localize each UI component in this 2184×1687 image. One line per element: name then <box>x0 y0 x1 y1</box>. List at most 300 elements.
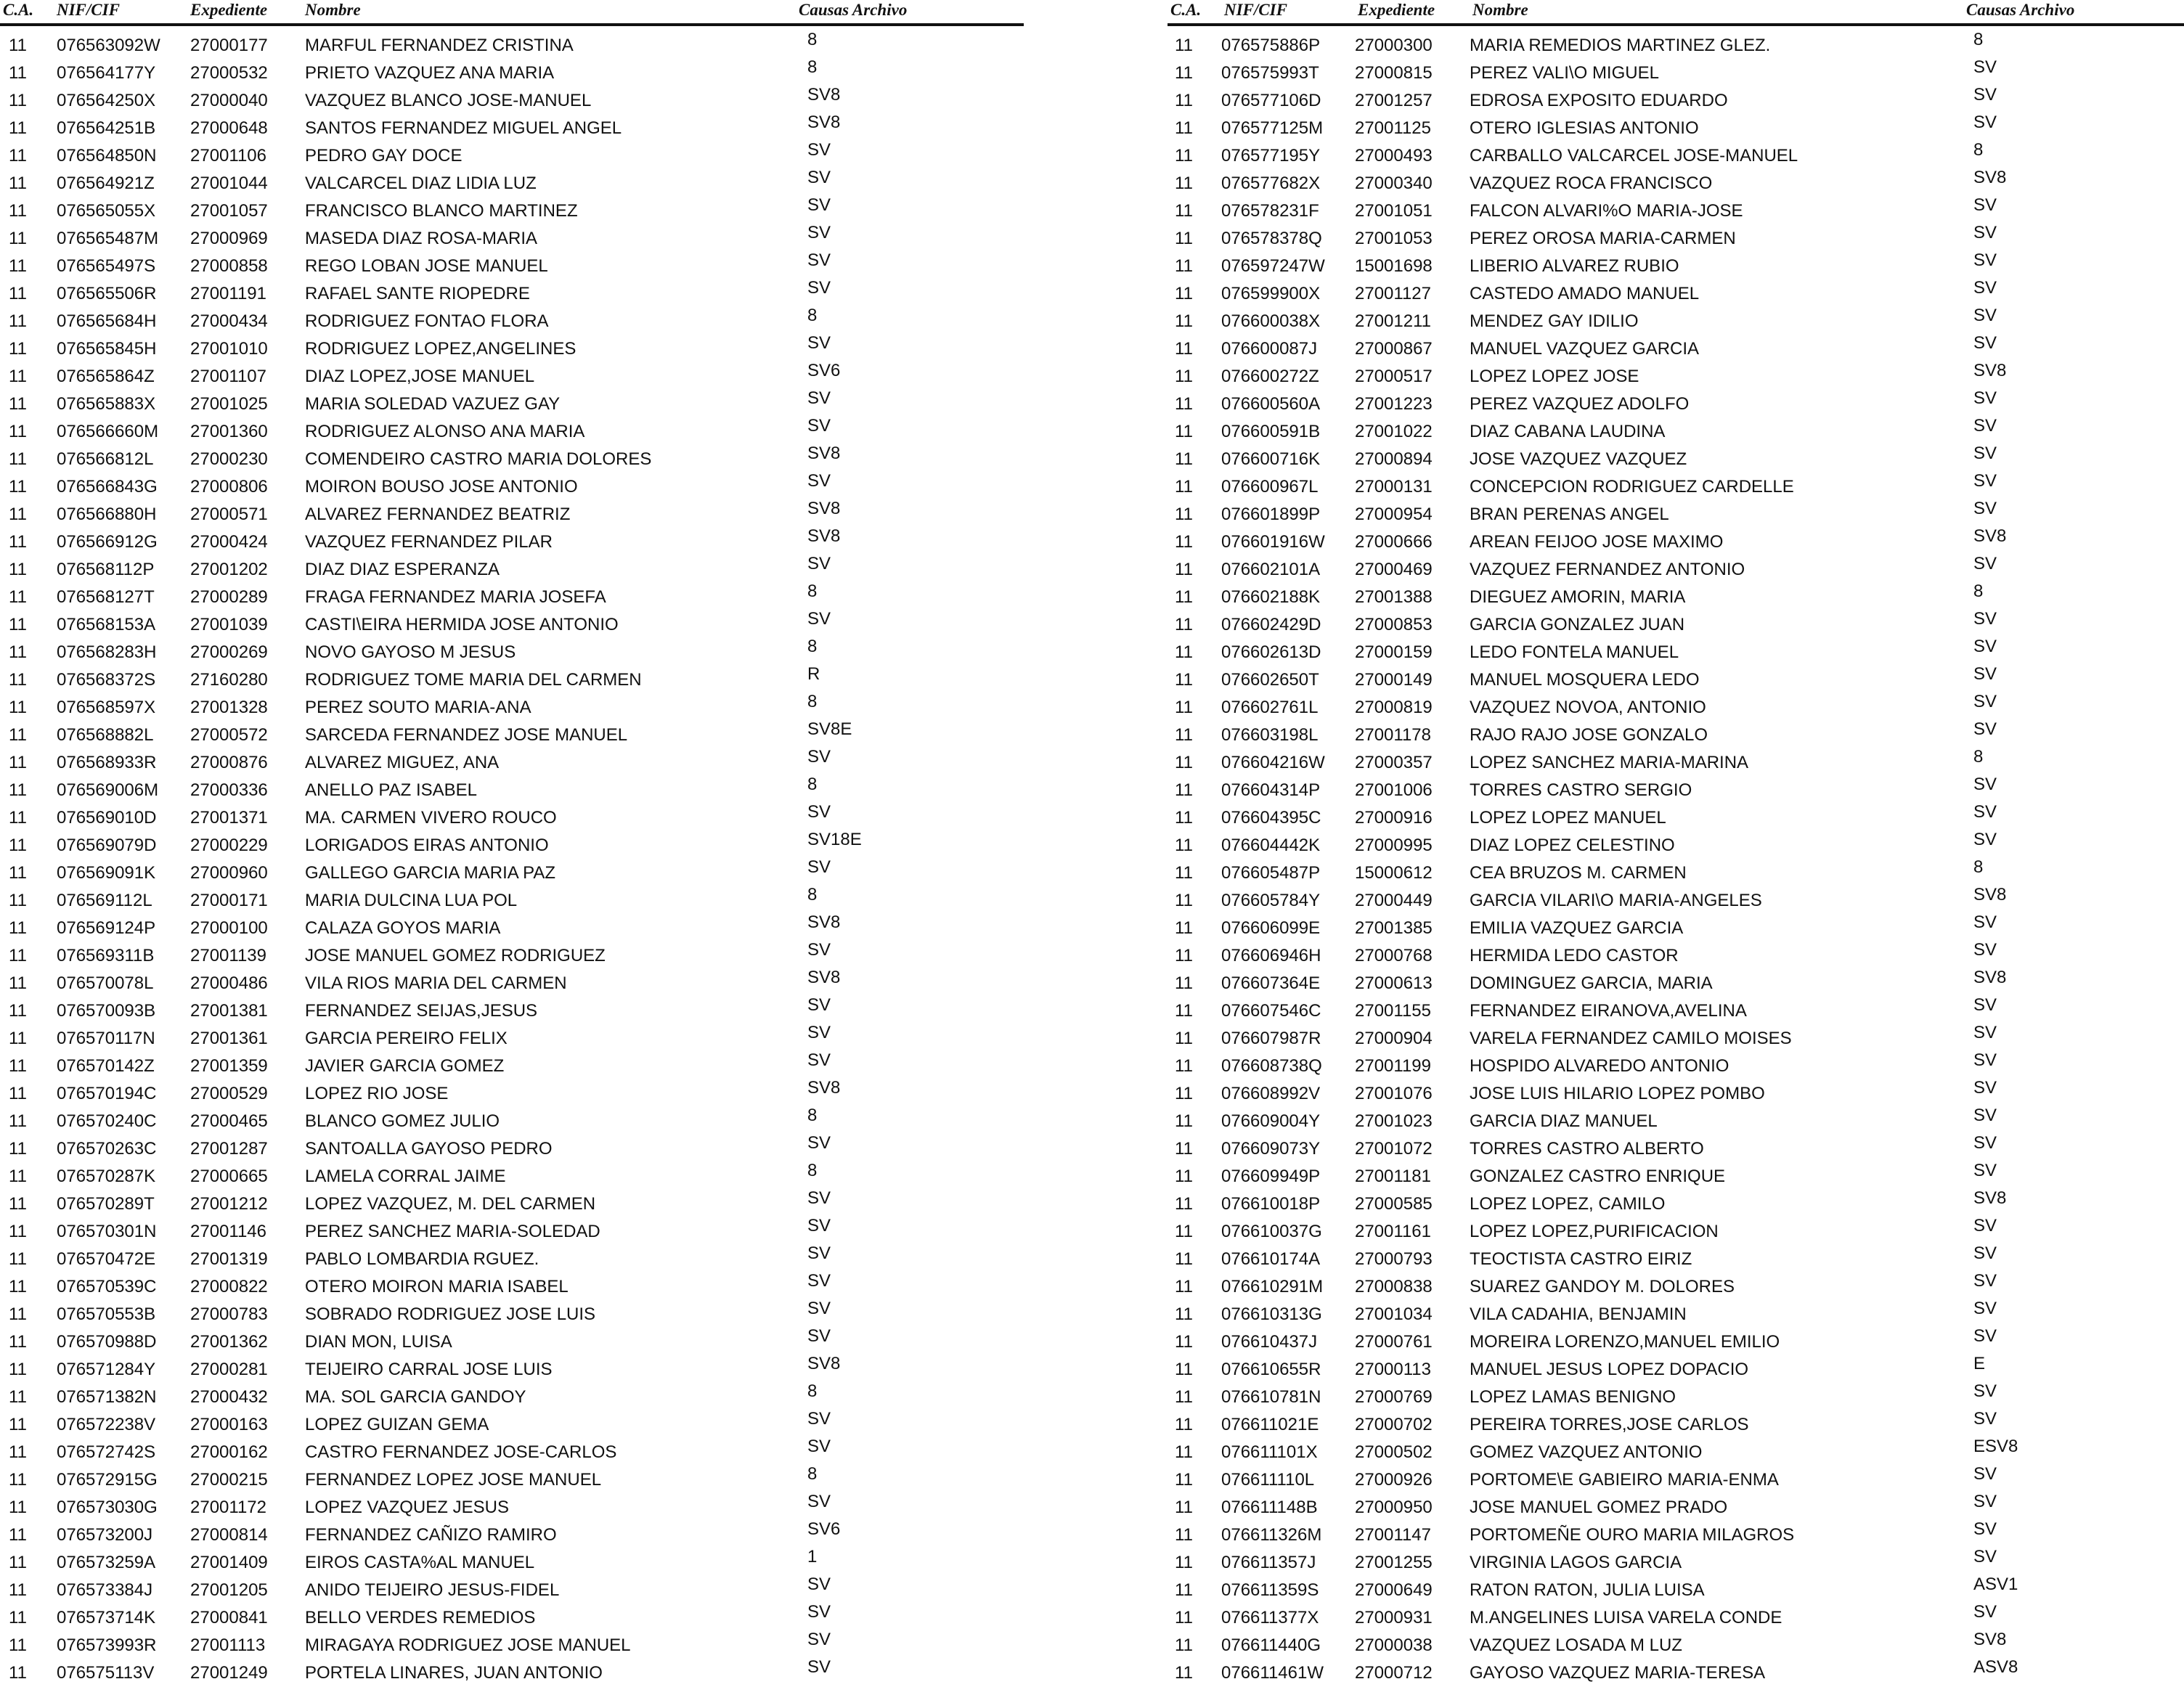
ca-cell: 11 <box>9 863 27 883</box>
ca-cell: 11 <box>1175 1608 1193 1627</box>
nif-cell: 076572742S <box>57 1442 156 1462</box>
causas-cell: SV <box>1973 1050 1997 1070</box>
nombre-cell: DIEGUEZ AMORIN, MARIA <box>1470 587 1686 607</box>
nombre-cell: MANUEL MOSQUERA LEDO <box>1470 670 1700 690</box>
nombre-cell: MOREIRA LORENZO,MANUEL EMILIO <box>1470 1332 1780 1352</box>
causas-cell: SV <box>1973 1602 1997 1622</box>
causas-cell: SV <box>807 416 831 436</box>
nombre-cell: PEREIRA TORRES,JOSE CARLOS <box>1470 1415 1749 1434</box>
nombre-cell: GOMEZ VAZQUEZ ANTONIO <box>1470 1442 1703 1462</box>
causas-cell: SV <box>807 1574 831 1594</box>
nombre-cell: LOPEZ LOPEZ JOSE <box>1470 367 1639 386</box>
nombre-cell: VILA CADAHIA, BENJAMIN <box>1470 1304 1687 1324</box>
table-row <box>1168 832 2184 859</box>
causas-cell: SV <box>807 1492 831 1511</box>
table-row <box>0 1243 1024 1273</box>
table-row <box>0 556 1024 584</box>
nombre-cell: JOSE VAZQUEZ VAZQUEZ <box>1470 449 1687 469</box>
table-row <box>1168 1243 2184 1273</box>
table-row <box>1168 556 2184 584</box>
nombre-cell: CASTI\EIRA HERMIDA JOSE ANTONIO <box>305 615 619 634</box>
nombre-cell: FRAGA FERNANDEZ MARIA JOSEFA <box>305 587 606 607</box>
causas-cell: SV <box>1973 1492 1997 1511</box>
nif-cell: 076607546C <box>1221 1001 1321 1021</box>
nif-cell: 076605487P <box>1221 863 1321 883</box>
nif-cell: 076570142Z <box>57 1056 155 1076</box>
nif-cell: 076611357J <box>1221 1553 1316 1572</box>
causas-cell: SV8 <box>1973 1630 2007 1649</box>
causas-cell: SV8 <box>807 1078 841 1098</box>
nombre-cell: DIAZ CABANA LAUDINA <box>1470 422 1666 441</box>
causas-cell: SV <box>1973 416 1997 436</box>
ca-cell: 11 <box>9 1222 27 1241</box>
nif-cell: 076609004Y <box>1221 1111 1321 1131</box>
nombre-cell: ALVAREZ MIGUEZ, ANA <box>305 753 500 772</box>
causas-cell: SV <box>807 250 831 270</box>
table-row <box>1168 1328 2184 1356</box>
table-row <box>0 997 1024 1025</box>
expediente-cell: 27001155 <box>1355 1001 1431 1021</box>
nombre-cell: LOPEZ LAMAS BENIGNO <box>1470 1387 1676 1407</box>
expediente-cell: 27000665 <box>190 1167 268 1186</box>
causas-cell: SV <box>807 1271 831 1291</box>
expediente-cell: 27001125 <box>1355 118 1431 138</box>
nombre-cell: LORIGADOS EIRAS ANTONIO <box>305 836 549 855</box>
ca-cell: 11 <box>1175 229 1193 248</box>
nif-cell: 076565684H <box>57 311 157 331</box>
table-row <box>1168 335 2184 363</box>
table-row <box>0 1135 1024 1163</box>
nif-cell: 076600967L <box>1221 477 1319 497</box>
nif-cell: 076600591B <box>1221 422 1321 441</box>
ca-cell: 11 <box>9 642 27 662</box>
expediente-cell: 27000815 <box>1355 63 1433 83</box>
nombre-cell: FERNANDEZ SEIJAS,JESUS <box>305 1001 538 1021</box>
causas-cell: SV <box>1973 113 1997 132</box>
nif-cell: 076607987R <box>1221 1029 1321 1048</box>
nombre-cell: LOPEZ SANCHEZ MARIA-MARINA <box>1470 753 1749 772</box>
table-row <box>1168 1218 2184 1246</box>
table-row <box>1168 250 2184 280</box>
nif-cell: 076604395C <box>1221 808 1321 828</box>
causas-cell: SV8 <box>1973 1188 2007 1208</box>
causas-cell: SV <box>1973 333 1997 353</box>
nif-cell: 076611326M <box>1221 1525 1322 1545</box>
nif-cell: 076564251B <box>57 118 156 138</box>
ca-cell: 11 <box>9 1277 27 1296</box>
causas-cell: 8 <box>1973 30 1984 49</box>
nombre-cell: FALCON ALVARI%O MARIA-JOSE <box>1470 201 1743 221</box>
ca-cell: 11 <box>1175 642 1193 662</box>
expediente-cell: 27000806 <box>190 477 268 497</box>
table-row <box>0 912 1024 942</box>
ca-cell: 11 <box>9 1663 27 1683</box>
expediente-cell: 27001328 <box>190 698 268 717</box>
nombre-cell: LOPEZ VAZQUEZ JESUS <box>305 1498 509 1517</box>
nombre-cell: FRANCISCO BLANCO MARTINEZ <box>305 201 578 221</box>
table-row <box>1168 1025 2184 1053</box>
nombre-cell: MENDEZ GAY IDILIO <box>1470 311 1639 331</box>
table-row <box>1168 804 2184 832</box>
expediente-cell: 27000486 <box>190 973 268 993</box>
ca-cell: 11 <box>9 532 27 552</box>
table-row <box>1168 142 2184 170</box>
causas-cell: SV <box>1973 250 1997 270</box>
expediente-cell: 27001249 <box>190 1663 268 1683</box>
table-row <box>1168 1494 2184 1521</box>
expediente-cell: 27000916 <box>1355 808 1433 828</box>
expediente-cell: 27000954 <box>1355 505 1433 524</box>
ca-cell: 11 <box>9 422 27 441</box>
nombre-cell: TORRES CASTRO ALBERTO <box>1470 1139 1704 1159</box>
causas-cell: SV <box>1973 995 1997 1015</box>
nif-cell: 076601899P <box>1221 505 1321 524</box>
nif-cell: 076611461W <box>1221 1663 1324 1683</box>
ca-cell: 11 <box>9 1029 27 1048</box>
nombre-cell: VAZQUEZ NOVOA, ANTONIO <box>1470 698 1706 717</box>
expediente-cell: 27000649 <box>1355 1580 1433 1600</box>
ca-cell: 11 <box>9 63 27 83</box>
ca-cell: 11 <box>1175 36 1193 55</box>
expediente-cell: 27000769 <box>1355 1387 1433 1407</box>
causas-cell: SV <box>1973 306 1997 325</box>
expediente-cell: 27001006 <box>1355 780 1433 800</box>
table-row <box>0 666 1024 694</box>
nif-cell: 076573993R <box>57 1635 157 1655</box>
table-row <box>1168 749 2184 777</box>
ca-cell: 11 <box>9 1332 27 1352</box>
table-row <box>0 1411 1024 1439</box>
table-row <box>1168 388 2184 418</box>
nombre-cell: RAFAEL SANTE RIOPEDRE <box>305 284 530 303</box>
causas-cell: SV <box>807 609 831 629</box>
causas-cell: SV <box>1973 1106 1997 1125</box>
causas-cell: SV <box>807 471 831 491</box>
nif-cell: 076570539C <box>57 1277 157 1296</box>
nombre-cell: MARFUL FERNANDEZ CRISTINA <box>305 36 574 55</box>
table-row <box>1168 611 2184 639</box>
table-row <box>0 225 1024 253</box>
nombre-cell: REGO LOBAN JOSE MANUEL <box>305 256 548 276</box>
ca-cell: 11 <box>1175 725 1193 745</box>
ca-cell: 11 <box>1175 753 1193 772</box>
ca-cell: 11 <box>1175 1360 1193 1379</box>
expediente-cell: 27001039 <box>190 615 268 634</box>
nif-cell: 076602101A <box>1221 560 1321 579</box>
causas-cell: SV8 <box>807 526 841 546</box>
nombre-cell: BLANCO GOMEZ JULIO <box>305 1111 500 1131</box>
nif-cell: 076568882L <box>57 725 154 745</box>
nif-cell: 076568283H <box>57 642 157 662</box>
causas-cell: ASV8 <box>1973 1657 2018 1677</box>
ca-cell: 11 <box>1175 1387 1193 1407</box>
nif-cell: 076570240C <box>57 1111 157 1131</box>
ca-cell: 11 <box>9 91 27 110</box>
nombre-cell: EIROS CASTA%AL MANUEL <box>305 1553 535 1572</box>
expediente-cell: 27000926 <box>1355 1470 1433 1490</box>
nif-cell: 076607364E <box>1221 973 1321 993</box>
nombre-cell: AREAN FEIJOO JOSE MAXIMO <box>1470 532 1724 552</box>
header-nif: NIF/CIF <box>57 1 120 19</box>
expediente-cell: 27000336 <box>190 780 268 800</box>
nif-cell: 076600560A <box>1221 394 1321 414</box>
nombre-cell: GARCIA VILARI\O MARIA-ANGELES <box>1470 891 1762 910</box>
causas-cell: SV <box>1973 388 1997 408</box>
ca-cell: 11 <box>1175 449 1193 469</box>
table-row <box>1168 1604 2184 1632</box>
header-ca: C.A. <box>3 1 34 19</box>
table-row <box>0 804 1024 832</box>
nif-cell: 076610313G <box>1221 1304 1322 1324</box>
causas-cell: 8 <box>807 30 818 49</box>
expediente-cell: 27001023 <box>1355 1111 1433 1131</box>
table-body <box>1168 32 2184 1687</box>
causas-cell: SV8 <box>1973 168 2007 187</box>
table-row <box>0 639 1024 666</box>
table-row <box>0 115 1024 142</box>
table-body <box>0 32 1024 1687</box>
expediente-cell: 27000814 <box>190 1525 268 1545</box>
table-row <box>1168 1273 2184 1301</box>
table-row <box>1168 942 2184 970</box>
causas-cell: 8 <box>807 885 818 904</box>
nif-cell: 076602613D <box>1221 642 1321 662</box>
table-row <box>1168 639 2184 666</box>
expediente-cell: 27000281 <box>190 1360 268 1379</box>
nif-cell: 076606099E <box>1221 918 1321 938</box>
nombre-cell: ALVAREZ FERNANDEZ BEATRIZ <box>305 505 571 524</box>
expediente-cell: 27000585 <box>1355 1194 1433 1214</box>
table-row <box>1168 1190 2184 1218</box>
causas-cell: SV <box>807 1216 831 1235</box>
table-row <box>1168 170 2184 197</box>
ca-cell: 11 <box>9 1553 27 1572</box>
header-causas: Causas Archivo <box>1966 1 2075 19</box>
causas-cell: SV <box>807 1437 831 1456</box>
nombre-cell: TEOCTISTA CASTRO EIRIZ <box>1470 1249 1692 1269</box>
expediente-cell: 27001359 <box>190 1056 268 1076</box>
causas-cell: SV8 <box>807 499 841 518</box>
ca-cell: 11 <box>1175 1139 1193 1159</box>
ca-cell: 11 <box>9 780 27 800</box>
expediente-cell: 27000876 <box>190 753 268 772</box>
ca-cell: 11 <box>9 670 27 690</box>
expediente-cell: 27001146 <box>190 1222 266 1241</box>
causas-cell: 8 <box>807 581 818 601</box>
table-row <box>0 1190 1024 1218</box>
nif-cell: 076608738Q <box>1221 1056 1322 1076</box>
expediente-cell: 27000159 <box>1355 642 1433 662</box>
table-row <box>0 970 1024 997</box>
ca-cell: 11 <box>1175 1084 1193 1103</box>
expediente-cell: 27001385 <box>1355 918 1433 938</box>
table-row <box>0 388 1024 418</box>
nombre-cell: PEDRO GAY DOCE <box>305 146 463 166</box>
nif-cell: 076573200J <box>57 1525 153 1545</box>
causas-cell: SV <box>1973 1216 1997 1235</box>
nombre-cell: ANELLO PAZ ISABEL <box>305 780 477 800</box>
expediente-cell: 27001211 <box>1355 311 1431 331</box>
nif-cell: 076565055X <box>57 201 156 221</box>
nombre-cell: PEREZ OROSA MARIA-CARMEN <box>1470 229 1736 248</box>
table-row <box>1168 87 2184 115</box>
nif-cell: 076575113V <box>57 1663 155 1683</box>
nombre-cell: LEDO FONTELA MANUEL <box>1470 642 1679 662</box>
expediente-cell: 27000149 <box>1355 670 1433 690</box>
ca-cell: 11 <box>1175 560 1193 579</box>
expediente-cell: 27001205 <box>190 1580 268 1600</box>
header-nif: NIF/CIF <box>1224 1 1287 19</box>
table-row <box>0 749 1024 777</box>
nif-cell: 076605784Y <box>1221 891 1321 910</box>
table-row <box>0 363 1024 391</box>
table-row <box>1168 418 2184 446</box>
table-row <box>0 1521 1024 1549</box>
expediente-cell: 27000289 <box>190 587 268 607</box>
nombre-cell: JAVIER GARCIA GOMEZ <box>305 1056 505 1076</box>
nif-cell: 076578378Q <box>1221 229 1322 248</box>
table-row <box>0 528 1024 556</box>
table-row <box>0 1574 1024 1604</box>
table-row <box>1168 1050 2184 1080</box>
ca-cell: 11 <box>1175 63 1193 83</box>
table-row <box>0 250 1024 280</box>
ca-cell: 11 <box>9 1498 27 1517</box>
causas-cell: SV <box>807 857 831 877</box>
ca-cell: 11 <box>1175 311 1193 331</box>
nif-cell: 076610018P <box>1221 1194 1321 1214</box>
expediente-cell: 27000171 <box>190 891 268 910</box>
ca-cell: 11 <box>1175 505 1193 524</box>
table-row <box>1168 1381 2184 1411</box>
expediente-cell: 27001051 <box>1355 201 1433 221</box>
nombre-cell: DIAZ LOPEZ,JOSE MANUEL <box>305 367 535 386</box>
nif-cell: 076566880H <box>57 505 157 524</box>
nombre-cell: MARIA SOLEDAD VAZUEZ GAY <box>305 394 561 414</box>
ca-cell: 11 <box>9 1194 27 1214</box>
causas-cell: SV <box>807 223 831 242</box>
nombre-cell: VAZQUEZ BLANCO JOSE-MANUEL <box>305 91 592 110</box>
expediente-cell: 27000761 <box>1355 1332 1433 1352</box>
expediente-cell: 27001076 <box>1355 1084 1433 1103</box>
right-column <box>1168 0 2184 1683</box>
causas-cell: SV <box>1973 1547 1997 1566</box>
nombre-cell: PABLO LOMBARDIA RGUEZ. <box>305 1249 539 1269</box>
nombre-cell: DIAZ LOPEZ CELESTINO <box>1470 836 1675 855</box>
table-row <box>0 719 1024 749</box>
causas-cell: SV <box>1973 1464 1997 1484</box>
nif-cell: 076565845H <box>57 339 157 359</box>
table-row <box>1168 1163 2184 1190</box>
nif-cell: 076608992V <box>1221 1084 1321 1103</box>
nombre-cell: SANTOS FERNANDEZ MIGUEL ANGEL <box>305 118 622 138</box>
ca-cell: 11 <box>9 836 27 855</box>
nombre-cell: DIAZ DIAZ ESPERANZA <box>305 560 500 579</box>
nombre-cell: SOBRADO RODRIGUEZ JOSE LUIS <box>305 1304 596 1324</box>
ca-cell: 11 <box>9 1470 27 1490</box>
nombre-cell: GARCIA PEREIRO FELIX <box>305 1029 508 1048</box>
table-row <box>0 1356 1024 1384</box>
nif-cell: 076569006M <box>57 780 159 800</box>
expediente-cell: 27000040 <box>190 91 268 110</box>
table-header <box>1168 0 2184 25</box>
causas-cell: SV <box>807 1133 831 1153</box>
nombre-cell: MANUEL VAZQUEZ GARCIA <box>1470 339 1700 359</box>
causas-cell: 8 <box>807 637 818 656</box>
expediente-cell: 27000038 <box>1355 1635 1433 1655</box>
nif-cell: 076610781N <box>1221 1387 1321 1407</box>
header-expediente: Expediente <box>1358 1 1435 19</box>
expediente-cell: 27160280 <box>190 670 268 690</box>
ca-cell: 11 <box>9 615 27 634</box>
nombre-cell: MA. SOL GARCIA GANDOY <box>305 1387 526 1407</box>
nombre-cell: OTERO MOIRON MARIA ISABEL <box>305 1277 569 1296</box>
causas-cell: SV <box>807 1602 831 1622</box>
nif-cell: 076570301N <box>57 1222 157 1241</box>
expediente-cell: 27000465 <box>190 1111 268 1131</box>
nif-cell: 076563092W <box>57 36 160 55</box>
header-nombre: Nombre <box>305 1 361 19</box>
expediente-cell: 27000432 <box>190 1387 268 1407</box>
table-row <box>1168 446 2184 473</box>
expediente-cell: 27000571 <box>190 505 268 524</box>
ca-cell: 11 <box>9 1360 27 1379</box>
causas-cell: SV <box>1973 1271 1997 1291</box>
causas-cell: SV <box>1973 802 1997 822</box>
expediente-cell: 27001199 <box>1355 1056 1431 1076</box>
causas-cell: SV <box>807 278 831 298</box>
table-row <box>1168 666 2184 694</box>
expediente-cell: 27000783 <box>190 1304 268 1324</box>
ca-cell: 11 <box>1175 808 1193 828</box>
table-row <box>0 32 1024 60</box>
nif-cell: 076573714K <box>57 1608 156 1627</box>
nombre-cell: TORRES CASTRO SERGIO <box>1470 780 1692 800</box>
nif-cell: 076565487M <box>57 229 159 248</box>
ca-cell: 11 <box>9 560 27 579</box>
expediente-cell: 15001698 <box>1355 256 1433 276</box>
nif-cell: 076610174A <box>1221 1249 1321 1269</box>
ca-cell: 11 <box>1175 146 1193 166</box>
ca-cell: 11 <box>1175 477 1193 497</box>
nif-cell: 076569112L <box>57 891 152 910</box>
table-row <box>1168 501 2184 528</box>
table-row <box>1168 887 2184 915</box>
expediente-cell: 27001181 <box>1355 1167 1431 1186</box>
ca-cell: 11 <box>9 1442 27 1462</box>
causas-cell: SV <box>807 195 831 215</box>
nif-cell: 076611101X <box>1221 1442 1318 1462</box>
causas-cell: SV <box>807 1023 831 1042</box>
expediente-cell: 27000177 <box>190 36 268 55</box>
table-row <box>1168 225 2184 253</box>
causas-cell: SV8 <box>1973 526 2007 546</box>
table-row <box>1168 473 2184 501</box>
nif-cell: 076575993T <box>1221 63 1319 83</box>
nombre-cell: RODRIGUEZ ALONSO ANA MARIA <box>305 422 585 441</box>
causas-cell: SV8 <box>807 85 841 105</box>
nombre-cell: SARCEDA FERNANDEZ JOSE MANUEL <box>305 725 628 745</box>
nif-cell: 076568112P <box>57 560 155 579</box>
expediente-cell: 27000163 <box>190 1415 268 1434</box>
expediente-cell: 27001161 <box>1355 1222 1431 1241</box>
ca-cell: 11 <box>9 1139 27 1159</box>
causas-cell: 8 <box>1973 140 1984 160</box>
table-row <box>1168 859 2184 887</box>
ca-cell: 11 <box>9 1167 27 1186</box>
nombre-cell: MOIRON BOUSO JOSE ANTONIO <box>305 477 578 497</box>
ca-cell: 11 <box>1175 118 1193 138</box>
